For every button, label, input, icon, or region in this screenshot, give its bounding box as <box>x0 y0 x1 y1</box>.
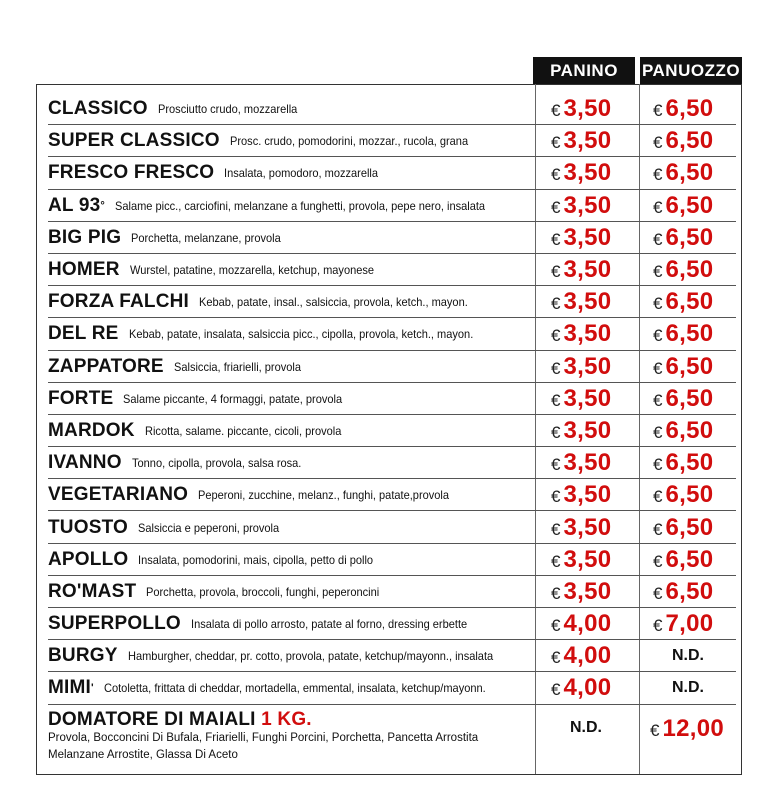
column-header-panino: PANINO <box>533 57 635 84</box>
euro-sign: € <box>653 487 663 507</box>
euro-sign: € <box>653 583 663 603</box>
menu-item-desc: Prosc. crudo, pomodorini, mozzar., rucola, grana <box>229 134 468 149</box>
menu-item-name-sup: ' <box>91 682 94 695</box>
price-panuozzo-nd: N.D. <box>672 647 704 665</box>
menu-item-row <box>48 351 736 383</box>
euro-sign: € <box>551 648 561 668</box>
euro-sign: € <box>653 229 663 249</box>
euro-sign: € <box>551 583 561 603</box>
price-panino <box>551 159 611 187</box>
price-panuozzo <box>653 514 713 542</box>
euro-sign: € <box>551 165 561 185</box>
euro-sign: € <box>551 519 561 539</box>
price-value: 3,50 <box>563 159 612 187</box>
price-panino <box>551 610 611 638</box>
euro-sign: € <box>653 390 663 410</box>
price-panuozzo <box>653 288 713 316</box>
menu-item-name: CLASSICO <box>48 98 148 120</box>
euro-sign: € <box>653 133 663 153</box>
euro-sign: € <box>653 551 663 571</box>
price-value: 3,50 <box>563 127 612 155</box>
price-panino <box>551 449 611 477</box>
menu-item-name: MIMI <box>48 677 92 699</box>
price-panino <box>551 674 611 702</box>
menu-item-desc: Prosciutto crudo, mozzarella <box>157 102 298 117</box>
menu-item-desc: Wurstel, patatine, mozzarella, ketchup, mayonese <box>129 263 374 278</box>
price-value: 4,00 <box>563 674 612 702</box>
price-panino <box>551 95 611 123</box>
menu-item-row <box>48 672 736 704</box>
price-value: 4,00 <box>563 642 612 670</box>
price-value: 3,50 <box>563 449 612 477</box>
price-value: 3,50 <box>563 352 612 380</box>
price-panino <box>551 514 611 542</box>
menu-item-name: FORZA FALCHI <box>48 291 190 313</box>
euro-sign: € <box>551 133 561 153</box>
price-value: 6,50 <box>665 256 714 284</box>
price-value: 7,00 <box>665 610 714 638</box>
price-value: 6,50 <box>665 513 714 541</box>
menu-item-row <box>48 576 736 608</box>
menu-item-name-sup: ° <box>100 199 105 212</box>
price-panino <box>551 417 611 445</box>
price-panino <box>551 192 611 220</box>
price-value: 3,50 <box>563 416 612 444</box>
price-panuozzo <box>653 449 713 477</box>
price-value: 6,50 <box>665 577 714 605</box>
euro-sign: € <box>653 326 663 346</box>
menu-item-name: FORTE <box>48 387 114 409</box>
menu-item-row <box>48 415 736 447</box>
price-value: 6,50 <box>665 384 714 412</box>
menu-item-row <box>48 93 736 125</box>
euro-sign: € <box>653 616 663 636</box>
price-value: 6,50 <box>665 320 714 348</box>
price-value: 6,50 <box>665 127 714 155</box>
price-value: 3,50 <box>563 481 612 509</box>
price-panuozzo <box>653 353 713 381</box>
euro-sign: € <box>653 358 663 378</box>
euro-sign: € <box>650 721 660 740</box>
price-value: 6,50 <box>665 449 714 477</box>
menu-item-row <box>48 318 736 350</box>
menu-item-desc-line2: Melanzane Arrostite, Glassa Di Aceto <box>48 749 238 761</box>
price-value: 3,50 <box>563 577 612 605</box>
menu-item-row <box>48 254 736 286</box>
menu-item-name: DEL RE <box>48 323 119 345</box>
price-panuozzo <box>653 417 713 445</box>
euro-sign: € <box>551 390 561 410</box>
menu-item-desc: Salame picc., carciofini, melanzane a funghetti, provola, pepe nero, insalata <box>114 198 485 213</box>
menu-item-name: DOMATORE DI MAIALI 1 KG. <box>48 709 312 730</box>
euro-sign: € <box>551 551 561 571</box>
menu-item-name: ZAPPATORE <box>48 355 164 377</box>
price-value: 3,50 <box>563 545 612 573</box>
menu-item-row <box>48 157 736 189</box>
price-panuozzo <box>653 578 713 606</box>
price-value: 4,00 <box>563 610 612 638</box>
price-panuozzo-nd: N.D. <box>672 679 704 697</box>
euro-sign: € <box>551 455 561 475</box>
menu-item-row <box>48 447 736 479</box>
price-panino <box>551 127 611 155</box>
menu-item-desc: Ricotta, salame. piccante, cicoli, provola <box>144 423 342 438</box>
euro-sign: € <box>551 294 561 314</box>
euro-sign: € <box>653 294 663 314</box>
price-value: 12,00 <box>662 715 725 742</box>
menu-item-desc: Insalata, pomodoro, mozzarella <box>224 166 379 181</box>
menu-item-desc-line1: Provola, Bocconcini Di Bufala, Friarielli, Funghi Porcini, Porchetta, Pancetta Arrostita <box>48 732 479 744</box>
price-panuozzo <box>653 320 713 348</box>
menu-item-name: APOLLO <box>48 548 129 570</box>
menu-item-row <box>48 608 736 640</box>
price-value: 3,50 <box>563 513 612 541</box>
price-panuozzo <box>653 385 713 413</box>
euro-sign: € <box>653 519 663 539</box>
menu-frame-top <box>36 84 742 85</box>
price-panuozzo <box>653 192 713 220</box>
menu-item-desc: Peperoni, zucchine, melanz., funghi, patate,provola <box>198 488 450 503</box>
euro-sign: € <box>551 616 561 636</box>
euro-sign: € <box>551 680 561 700</box>
price-value: 6,50 <box>665 352 714 380</box>
euro-sign: € <box>653 455 663 475</box>
price-panuozzo <box>653 546 713 574</box>
menu-item-row <box>48 286 736 318</box>
price-panuozzo <box>653 224 713 252</box>
price-value: 6,50 <box>665 416 714 444</box>
euro-sign: € <box>551 358 561 378</box>
euro-sign: € <box>653 197 663 217</box>
menu-item-name: MARDOK <box>48 419 135 441</box>
euro-sign: € <box>551 422 561 442</box>
price-value: 6,50 <box>665 481 714 509</box>
menu-item-desc: Tonno, cipolla, provola, salsa rosa. <box>131 456 302 471</box>
price-panino <box>551 353 611 381</box>
euro-sign: € <box>653 165 663 185</box>
price-value: 6,50 <box>665 223 714 251</box>
price-value: 6,50 <box>665 191 714 219</box>
menu-item-desc: Salame piccante, 4 formaggi, patate, provola <box>123 391 343 406</box>
menu-item-desc: Insalata, pomodorini, mais, cipolla, petto di pollo <box>138 552 374 567</box>
euro-sign: € <box>653 101 663 121</box>
euro-sign: € <box>653 262 663 282</box>
price-value: 3,50 <box>563 384 612 412</box>
price-panino <box>551 546 611 574</box>
price-value: 3,50 <box>563 320 612 348</box>
menu-item-row <box>48 125 736 157</box>
price-value: 3,50 <box>563 288 612 316</box>
price-panuozzo <box>653 610 713 638</box>
menu-item-desc: Salsiccia e peperoni, provola <box>138 520 280 535</box>
menu-item-name: HOMER <box>48 259 120 281</box>
menu-item-name: AL 93 <box>48 194 101 216</box>
price-value: 6,50 <box>665 545 714 573</box>
menu-list <box>48 93 736 705</box>
menu-item-desc: Kebab, patate, insalata, salsiccia picc., cipolla, provola, ketch., mayon. <box>128 327 473 342</box>
price-panuozzo <box>653 481 713 509</box>
price-panino <box>551 320 611 348</box>
price-value: 6,50 <box>665 95 714 123</box>
menu-item-name: FRESCO FRESCO <box>48 162 215 184</box>
menu-item-desc: Hamburgher, cheddar, pr. cotto, provola, patate, ketchup/mayonn., insalata <box>127 649 493 664</box>
menu-item-name: TUOSTO <box>48 516 129 538</box>
menu-item-name: VEGETARIANO <box>48 484 189 506</box>
price-panuozzo <box>653 127 713 155</box>
price-value: 3,50 <box>563 256 612 284</box>
menu-item-name: SUPERPOLLO <box>48 613 181 635</box>
euro-sign: € <box>551 101 561 121</box>
menu-item-name: IVANNO <box>48 452 122 474</box>
menu-item-row <box>48 544 736 576</box>
menu-item-name: BURGY <box>48 645 118 667</box>
euro-sign: € <box>551 326 561 346</box>
menu-item-weight: 1 KG. <box>261 709 312 730</box>
price-value: 3,50 <box>563 95 612 123</box>
euro-sign: € <box>551 262 561 282</box>
menu-item-desc: Salsiccia, friarielli, provola <box>173 359 301 374</box>
price-panino <box>551 224 611 252</box>
price-panino <box>551 385 611 413</box>
menu-item-desc: Porchetta, provola, broccoli, funghi, peperoncini <box>146 584 380 599</box>
price-value: 3,50 <box>563 223 612 251</box>
menu-item-desc: Kebab, patate, insal., salsiccia, provola, ketch., mayon. <box>199 295 468 310</box>
price-panuozzo <box>650 715 724 743</box>
price-panino <box>551 256 611 284</box>
menu-item-desc: Porchetta, melanzane, provola <box>131 230 281 245</box>
menu-item-row <box>48 640 736 672</box>
price-panuozzo <box>653 256 713 284</box>
menu-item-row <box>48 190 736 222</box>
price-panuozzo <box>653 159 713 187</box>
menu-item-desc: Insalata di pollo arrosto, patate al forno, dressing erbette <box>190 617 468 632</box>
price-panino <box>551 642 611 670</box>
menu-item-desc: Cotoletta, frittata di cheddar, mortadella, emmental, insalata, ketchup/mayonn. <box>103 681 486 696</box>
price-value: 3,50 <box>563 191 612 219</box>
menu-item-row <box>48 511 736 543</box>
price-value: 6,50 <box>665 288 714 316</box>
price-panuozzo <box>653 95 713 123</box>
price-panino <box>551 481 611 509</box>
price-panino <box>551 578 611 606</box>
menu-item-name: SUPER CLASSICO <box>48 130 220 152</box>
price-panino-nd: N.D. <box>570 719 602 736</box>
menu-item-name: BIG PIG <box>48 226 122 248</box>
price-panino <box>551 288 611 316</box>
menu-item-row <box>48 222 736 254</box>
menu-item-name: RO'MAST <box>48 580 137 602</box>
menu-item-row <box>48 479 736 511</box>
euro-sign: € <box>551 487 561 507</box>
euro-sign: € <box>551 197 561 217</box>
euro-sign: € <box>551 229 561 249</box>
menu-item-special <box>48 707 736 771</box>
column-header-panuozzo: PANUOZZO <box>640 57 742 84</box>
price-value: 6,50 <box>665 159 714 187</box>
menu-item-row <box>48 383 736 415</box>
euro-sign: € <box>653 422 663 442</box>
